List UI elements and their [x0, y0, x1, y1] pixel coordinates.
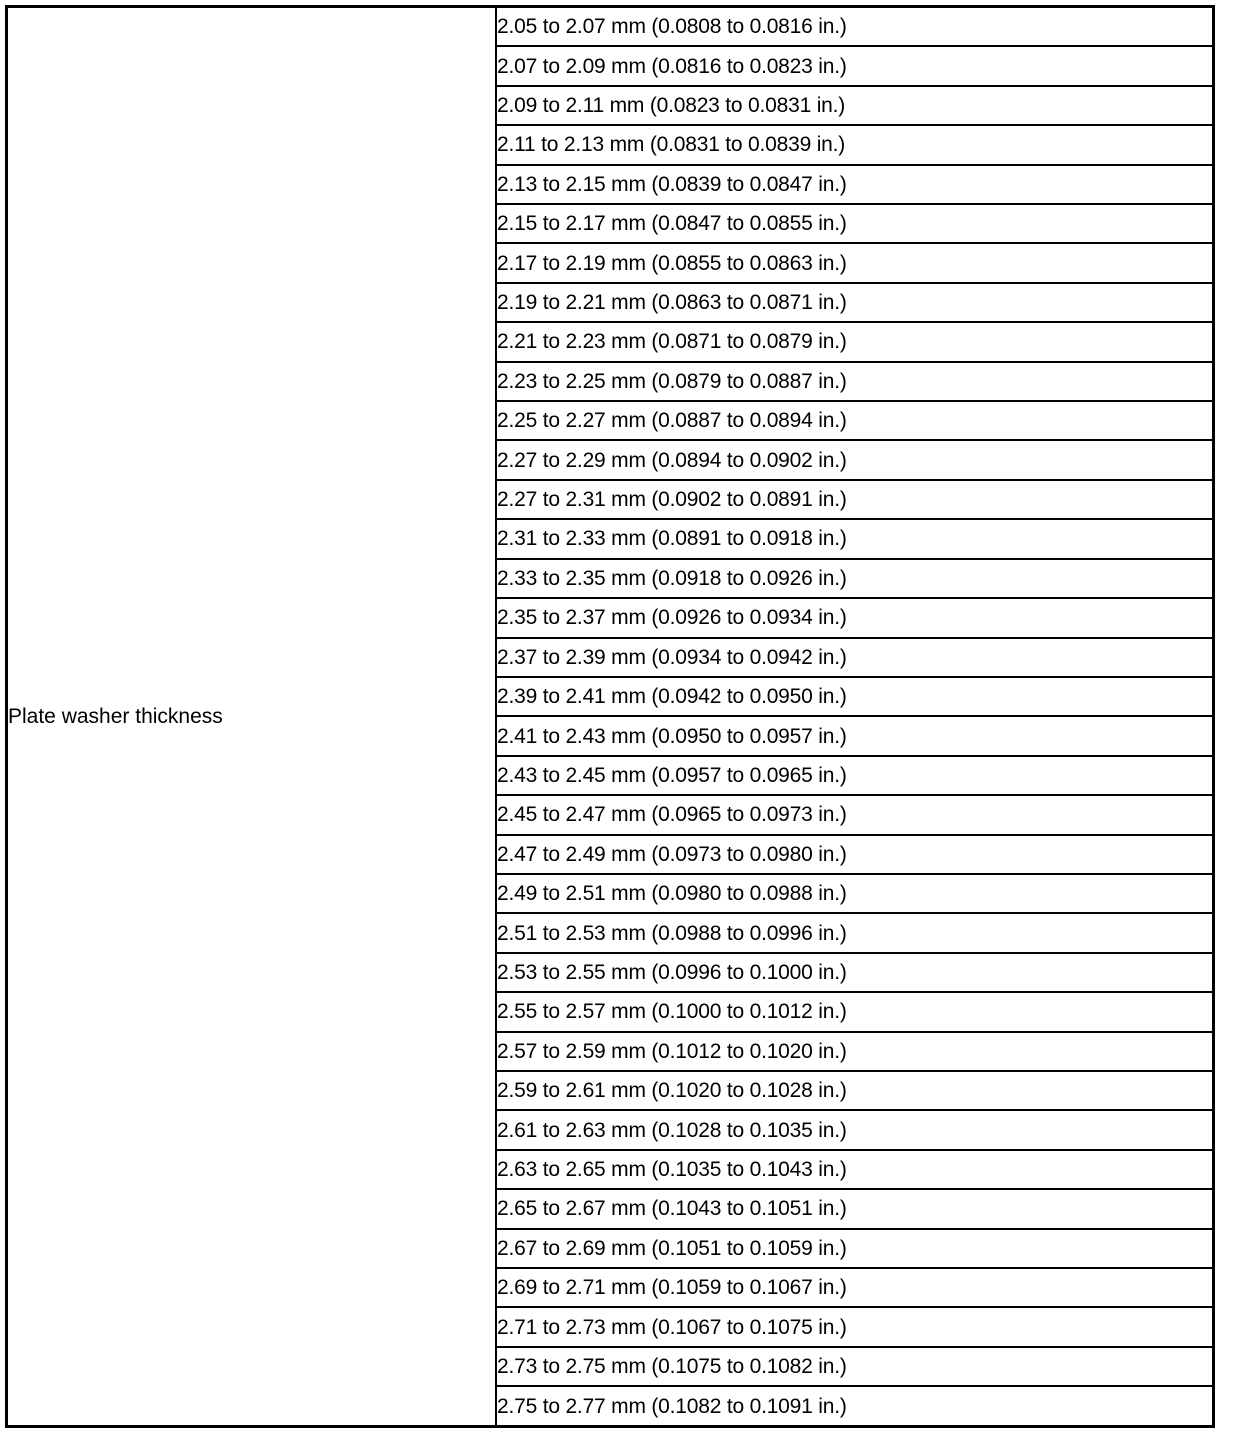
plate-washer-thickness-table [5, 5, 1215, 1428]
table-row [7, 7, 1214, 47]
thickness-value-cell: 2.27 to 2.29 mm (0.0894 to 0.0902 in.) [496, 440, 1214, 479]
thickness-value-cell: 2.39 to 2.41 mm (0.0942 to 0.0950 in.) [496, 677, 1214, 716]
thickness-value-cell: 2.45 to 2.47 mm (0.0965 to 0.0973 in.) [496, 795, 1214, 834]
thickness-value-cell: 2.69 to 2.71 mm (0.1059 to 0.1067 in.) [496, 1268, 1214, 1307]
thickness-value-cell: 2.41 to 2.43 mm (0.0950 to 0.0957 in.) [496, 716, 1214, 755]
thickness-value-cell: 2.25 to 2.27 mm (0.0887 to 0.0894 in.) [496, 401, 1214, 440]
thickness-value-cell: 2.43 to 2.45 mm (0.0957 to 0.0965 in.) [496, 756, 1214, 795]
thickness-value-cell: 2.21 to 2.23 mm (0.0871 to 0.0879 in.) [496, 322, 1214, 361]
table-body [7, 7, 1214, 1427]
thickness-value-cell: 2.19 to 2.21 mm (0.0863 to 0.0871 in.) [496, 283, 1214, 322]
thickness-value-cell: 2.47 to 2.49 mm (0.0973 to 0.0980 in.) [496, 835, 1214, 874]
thickness-value-cell: 2.75 to 2.77 mm (0.1082 to 0.1091 in.) [496, 1386, 1214, 1426]
thickness-value-cell: 2.59 to 2.61 mm (0.1020 to 0.1028 in.) [496, 1071, 1214, 1110]
thickness-value-cell: 2.13 to 2.15 mm (0.0839 to 0.0847 in.) [496, 165, 1214, 204]
thickness-value-cell: 2.71 to 2.73 mm (0.1067 to 0.1075 in.) [496, 1307, 1214, 1346]
thickness-value-cell: 2.07 to 2.09 mm (0.0816 to 0.0823 in.) [496, 46, 1214, 85]
thickness-value-cell: 2.57 to 2.59 mm (0.1012 to 0.1020 in.) [496, 1032, 1214, 1071]
thickness-value-cell: 2.15 to 2.17 mm (0.0847 to 0.0855 in.) [496, 204, 1214, 243]
thickness-value-cell: 2.67 to 2.69 mm (0.1051 to 0.1059 in.) [496, 1229, 1214, 1268]
thickness-value-cell: 2.35 to 2.37 mm (0.0926 to 0.0934 in.) [496, 598, 1214, 637]
thickness-value-cell: 2.05 to 2.07 mm (0.0808 to 0.0816 in.) [496, 7, 1214, 47]
thickness-value-cell: 2.17 to 2.19 mm (0.0855 to 0.0863 in.) [496, 243, 1214, 282]
thickness-value-cell: 2.65 to 2.67 mm (0.1043 to 0.1051 in.) [496, 1189, 1214, 1228]
thickness-value-cell: 2.61 to 2.63 mm (0.1028 to 0.1035 in.) [496, 1110, 1214, 1149]
thickness-value-cell: 2.31 to 2.33 mm (0.0891 to 0.0918 in.) [496, 519, 1214, 558]
thickness-value-cell: 2.55 to 2.57 mm (0.1000 to 0.1012 in.) [496, 992, 1214, 1031]
thickness-value-cell: 2.73 to 2.75 mm (0.1075 to 0.1082 in.) [496, 1347, 1214, 1386]
thickness-value-cell: 2.49 to 2.51 mm (0.0980 to 0.0988 in.) [496, 874, 1214, 913]
thickness-value-cell: 2.63 to 2.65 mm (0.1035 to 0.1043 in.) [496, 1150, 1214, 1189]
thickness-value-cell: 2.09 to 2.11 mm (0.0823 to 0.0831 in.) [496, 86, 1214, 125]
thickness-value-cell: 2.33 to 2.35 mm (0.0918 to 0.0926 in.) [496, 559, 1214, 598]
thickness-value-cell: 2.23 to 2.25 mm (0.0879 to 0.0887 in.) [496, 362, 1214, 401]
thickness-value-cell: 2.51 to 2.53 mm (0.0988 to 0.0996 in.) [496, 913, 1214, 952]
thickness-value-cell: 2.27 to 2.31 mm (0.0902 to 0.0891 in.) [496, 480, 1214, 519]
spec-label-cell: Plate washer thickness [7, 7, 497, 1427]
thickness-value-cell: 2.37 to 2.39 mm (0.0934 to 0.0942 in.) [496, 638, 1214, 677]
thickness-value-cell: 2.11 to 2.13 mm (0.0831 to 0.0839 in.) [496, 125, 1214, 164]
thickness-value-cell: 2.53 to 2.55 mm (0.0996 to 0.1000 in.) [496, 953, 1214, 992]
